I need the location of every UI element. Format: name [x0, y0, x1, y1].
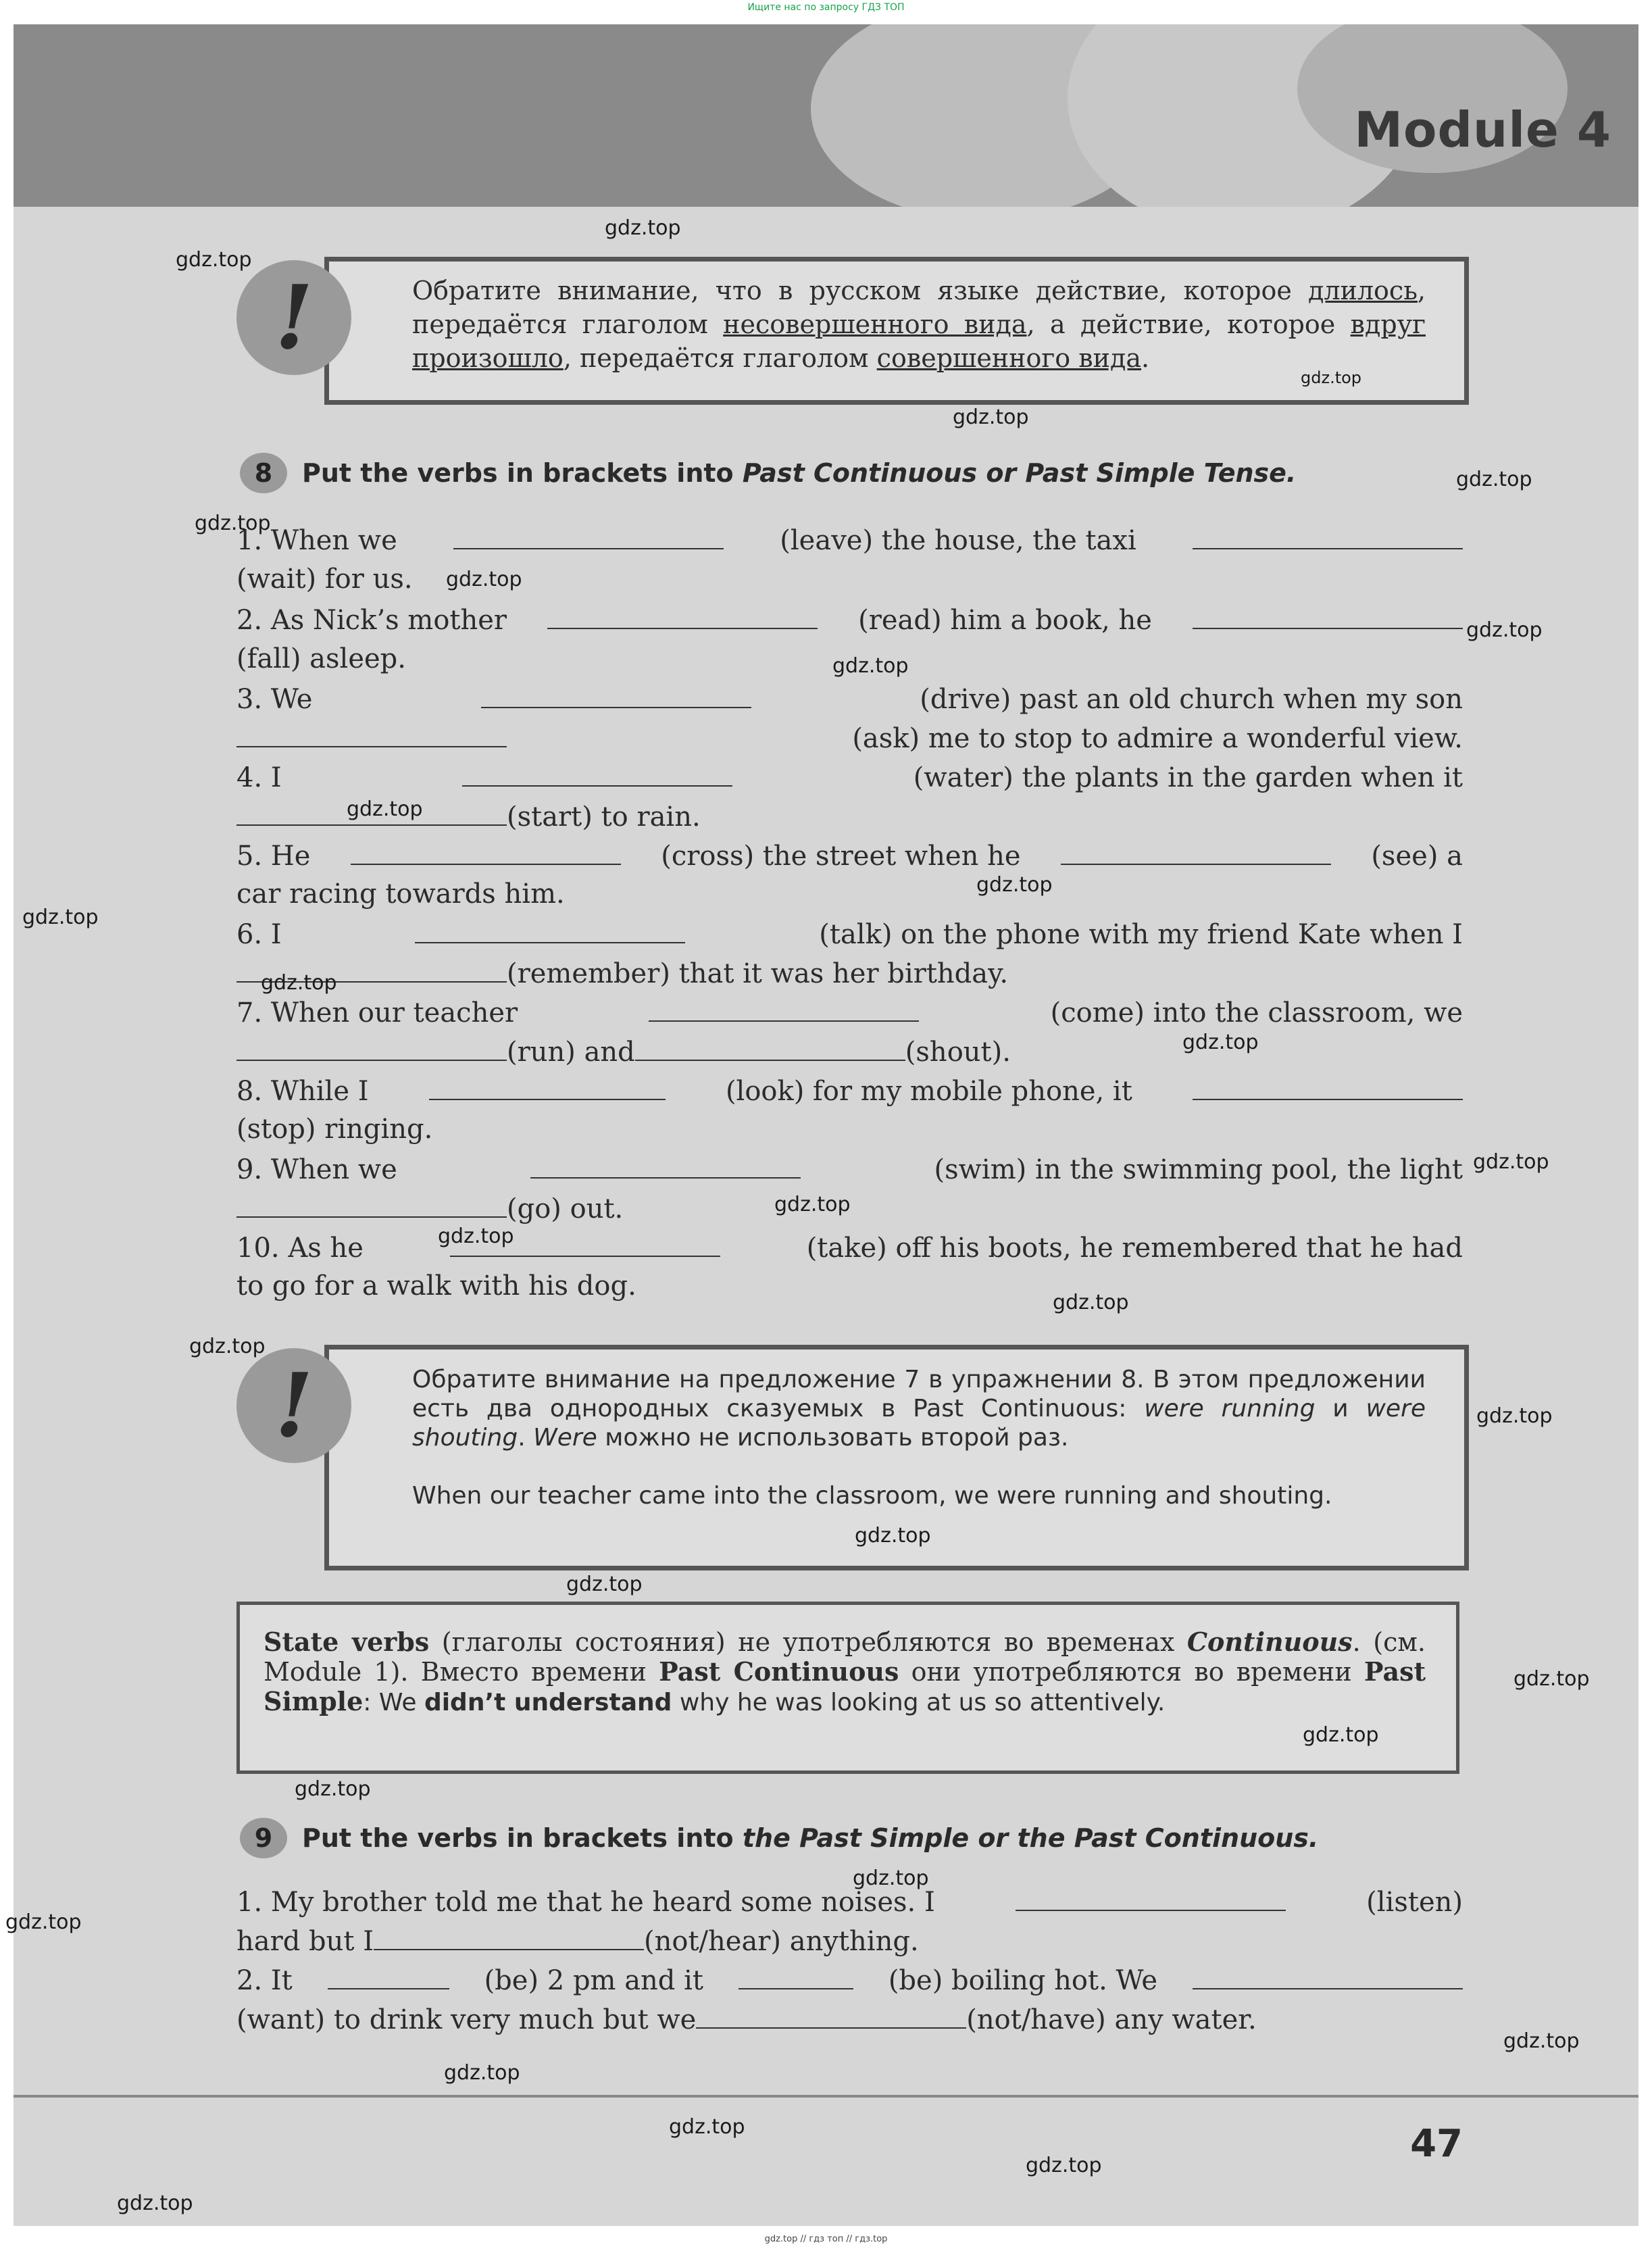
exercise-line: 1. My brother told me that he heard some noises. I (listen)	[236, 1887, 1463, 1918]
answer-blank[interactable]	[1193, 1074, 1463, 1100]
exercise-line: 10. As he (take) off his boots, he remembered that he had	[236, 1233, 1463, 1264]
watermark: gdz.top	[22, 906, 99, 929]
note-homogeneous-text: Обратите внимание на предложение 7 в упражнении 8. В этом предложении есть два однородных сказуемых в Past Continuous: were running и were shouting. Were можно не использовать второй раз.	[412, 1366, 1426, 1452]
exercise-line: (wait) for us.	[236, 564, 413, 595]
exercise-line: 2. It (be) 2 pm and it (be) boiling hot. We	[236, 1964, 1463, 2003]
watermark: gdz.top	[295, 1777, 371, 1801]
exercise-line: 3. We (drive) past an old church when my son	[236, 684, 1463, 715]
answer-blank[interactable]	[1193, 1964, 1463, 1989]
answer-blank[interactable]	[374, 1925, 644, 1950]
note-aspect-text: Обратите внимание, что в русском языке действие, которое длилось, передаётся глаголом несовершенного вида, а действие, которое вдруг произошло, передаётся глаголом совершенного вида.	[412, 276, 1426, 373]
watermark: gdz.top	[1182, 1031, 1259, 1054]
answer-blank[interactable]	[481, 683, 751, 708]
watermark: gdz.top	[1456, 468, 1532, 491]
watermark: gdz.top	[189, 1335, 266, 1358]
answer-blank[interactable]	[462, 761, 732, 787]
answer-blank[interactable]	[415, 918, 685, 943]
top-link[interactable]: Ищите нас по запросу ГДЗ ТОП	[747, 2, 905, 13]
watermark: gdz.top	[347, 797, 423, 821]
answer-blank[interactable]	[696, 2003, 966, 2029]
watermark: gdz.top	[117, 2192, 193, 2215]
watermark: gdz.top	[1301, 368, 1362, 387]
watermark: gdz.top	[605, 216, 681, 240]
exercise-line: (fall) asleep.	[236, 643, 406, 674]
exercise-line: (run) and (shout).	[236, 1035, 1463, 1074]
answer-blank[interactable]	[236, 722, 507, 747]
answer-blank[interactable]	[236, 1192, 507, 1218]
answer-blank[interactable]	[1061, 839, 1331, 865]
exercise-title: Put the verbs in brackets into the Past Simple or the Past Continuous.	[302, 1823, 1319, 1853]
watermark: gdz.top	[855, 1524, 931, 1548]
answer-blank[interactable]	[328, 1964, 449, 1989]
watermark: gdz.top	[1503, 2029, 1580, 2053]
exercise-number: 9	[240, 1818, 287, 1858]
watermark: gdz.top	[669, 2115, 745, 2139]
exercise-line: 7. When our teacher (come) into the classroom, we	[236, 997, 1463, 1029]
exercise-line: (start) to rain.	[236, 800, 1463, 839]
exercise-line: car racing towards him.	[236, 878, 565, 910]
watermark: gdz.top	[1513, 1667, 1590, 1691]
exercise-line: hard but I (not/hear) anything.	[236, 1926, 919, 1957]
exercise-line: (stop) ringing.	[236, 1114, 433, 1145]
exercise-line: 8. While I (look) for my mobile phone, it	[236, 1074, 1463, 1114]
exercise-line: 6. I (talk) on the phone with my friend Kate when I	[236, 919, 1463, 950]
watermark: gdz.top	[1053, 1291, 1129, 1314]
exercise-title: Put the verbs in brackets into Past Continuous or Past Simple Tense.	[302, 458, 1297, 488]
watermark: gdz.top	[176, 248, 252, 272]
watermark: gdz.top	[953, 405, 1029, 429]
watermark: gdz.top	[195, 512, 271, 535]
watermark: gdz.top	[1473, 1150, 1549, 1174]
exercise-line: 9. When we (swim) in the swimming pool, the light	[236, 1154, 1463, 1185]
exercise-line: (ask) me to stop to admire a wonderful view.	[236, 722, 1463, 761]
watermark: gdz.top	[438, 1224, 514, 1248]
answer-blank[interactable]	[1016, 1885, 1286, 1911]
answer-blank[interactable]	[351, 839, 621, 865]
exercise-line: 2. As Nick’s mother (read) him a book, he	[236, 603, 1463, 643]
watermark: gdz.top	[832, 654, 909, 678]
exercise-line: 5. He (cross) the street when he (see) a	[236, 841, 1463, 872]
exercise-line: (want) to drink very much but we (not/have) any water.	[236, 2004, 1257, 2035]
state-verbs-text: State verbs (глаголы состояния) не употребляются во временах Continuous. (см. Module 1). Вместо времени Past Continuous они употребляются во времени Past Simple: We didn’t understand why he was looking at us so attentively.	[264, 1627, 1426, 1716]
exclamation-icon: !	[236, 260, 351, 375]
watermark: gdz.top	[5, 1910, 82, 1934]
answer-blank[interactable]	[236, 1035, 507, 1061]
exercise-line: 4. I (water) the plants in the garden when it	[236, 762, 1463, 793]
watermark: gdz.top	[774, 1193, 851, 1216]
watermark: gdz.top	[446, 568, 522, 591]
answer-blank[interactable]	[453, 524, 724, 549]
exercise-line: (remember) that it was her birthday.	[236, 957, 1463, 996]
exclamation-icon: !	[236, 1348, 351, 1463]
answer-blank[interactable]	[635, 1035, 905, 1061]
answer-blank[interactable]	[1193, 524, 1463, 549]
watermark: gdz.top	[1303, 1723, 1379, 1747]
page-number: 47	[1410, 2122, 1463, 2166]
module-title: Module 4	[1354, 101, 1611, 158]
watermark: gdz.top	[444, 2061, 520, 2085]
exercise-line: to go for a walk with his dog.	[236, 1270, 636, 1302]
answer-blank[interactable]	[429, 1074, 666, 1100]
answer-blank[interactable]	[547, 603, 818, 629]
watermark: gdz.top	[261, 971, 337, 995]
watermark: gdz.top	[1026, 2154, 1102, 2177]
watermark: gdz.top	[566, 1573, 643, 1596]
exercise-line: 1. When we (leave) the house, the taxi	[236, 524, 1463, 563]
exercise-line: (go) out.	[236, 1192, 1463, 1231]
exercise-8-heading	[240, 453, 1296, 493]
answer-blank[interactable]	[530, 1153, 801, 1179]
bottom-link[interactable]: gdz.top // гдз топ // гдз.top	[764, 2234, 888, 2244]
exercise-9-heading	[240, 1818, 1318, 1858]
footer-divider	[14, 2095, 1638, 2098]
watermark: gdz.top	[976, 873, 1053, 897]
answer-blank[interactable]	[649, 996, 919, 1022]
answer-blank[interactable]	[739, 1964, 853, 1989]
note-example-sentence: When our teacher came into the classroom, we were running and shouting.	[412, 1482, 1332, 1510]
answer-blank[interactable]	[1193, 603, 1463, 629]
exercise-number: 8	[240, 453, 287, 493]
watermark: gdz.top	[1466, 618, 1543, 642]
watermark: gdz.top	[853, 1866, 929, 1890]
watermark: gdz.top	[1476, 1404, 1553, 1428]
